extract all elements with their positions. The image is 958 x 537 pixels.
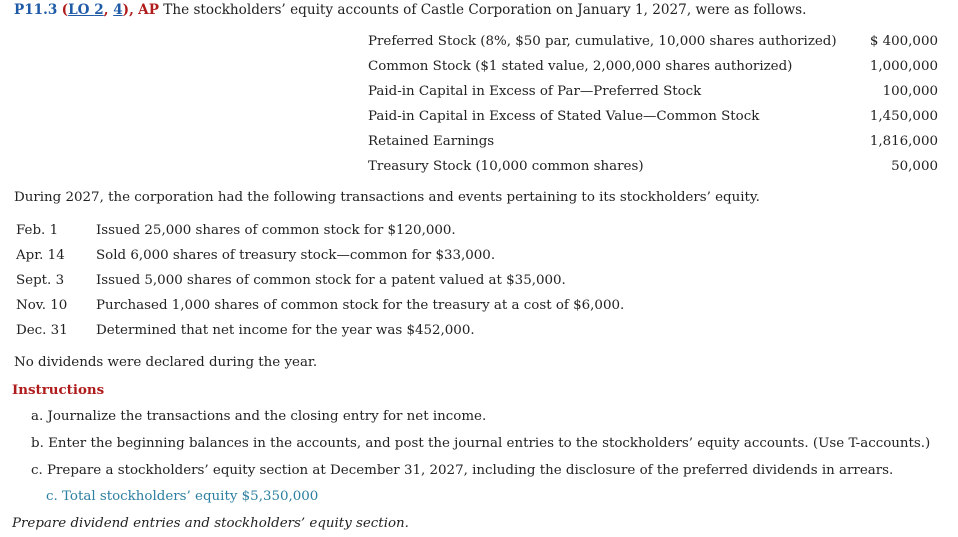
- footer-note: Prepare dividend entries and stockholders’ equity section.: [12, 516, 409, 531]
- equity-account-amount: 1,000,000: [869, 59, 938, 74]
- transaction-description: Sold 6,000 shares of treasury stock—common for $33,000.: [96, 248, 496, 263]
- equity-account-amount: 50,000: [891, 159, 938, 174]
- equity-account-amount: 100,000: [882, 84, 938, 99]
- transaction-date: Dec. 31: [16, 323, 68, 338]
- problem-header: [14, 2, 806, 18]
- equity-row: [368, 133, 938, 158]
- no-dividends-note: No dividends were declared during the year.: [14, 355, 318, 370]
- equity-row: [368, 158, 938, 183]
- lo-separator: ,: [103, 2, 114, 18]
- transaction-row: [16, 322, 716, 347]
- equity-account-label: Paid-in Capital in Excess of Par—Preferred Stock: [368, 84, 702, 99]
- transaction-date: Apr. 14: [16, 248, 65, 263]
- lo-link-4[interactable]: 4: [113, 2, 123, 18]
- transaction-row: [16, 222, 716, 247]
- equity-accounts-table: [368, 33, 938, 183]
- equity-row: [368, 108, 938, 133]
- equity-account-label: Paid-in Capital in Excess of Stated Value—Common Stock: [368, 109, 760, 124]
- problem-number: P11.3: [14, 2, 58, 18]
- equity-account-amount: $ 400,000: [869, 34, 938, 49]
- transaction-description: Issued 25,000 shares of common stock for $120,000.: [96, 223, 456, 238]
- lo-label: LO: [68, 2, 90, 18]
- lo-open-paren: (: [61, 2, 69, 18]
- transaction-date: Feb. 1: [16, 223, 59, 238]
- equity-account-amount: 1,450,000: [869, 109, 938, 124]
- instruction-item: c. Prepare a stockholders’ equity section at December 31, 2027, including the disclosure of the preferred dividends in arrears.: [31, 463, 894, 478]
- learning-objectives: [62, 2, 134, 18]
- transaction-description: Determined that net income for the year was $452,000.: [96, 323, 475, 338]
- equity-row: [368, 58, 938, 83]
- equity-account-label: Retained Earnings: [368, 134, 495, 149]
- instruction-item: a. Journalize the transactions and the closing entry for net income.: [31, 409, 487, 424]
- transaction-row: [16, 272, 716, 297]
- instruction-item: b. Enter the beginning balances in the accounts, and post the journal entries to the stockholders’ equity accounts. (Use T-accounts.): [31, 436, 931, 451]
- equity-account-label: Preferred Stock (8%, $50 par, cumulative, 10,000 shares authorized): [368, 34, 837, 49]
- transactions-list: [16, 222, 716, 347]
- lo-number-2: 2: [94, 2, 104, 18]
- equity-account-label: Treasury Stock (10,000 common shares): [368, 159, 644, 174]
- transaction-row: [16, 297, 716, 322]
- lo-link[interactable]: [68, 2, 104, 18]
- equity-row: [368, 33, 938, 58]
- lo-close-paren: ),: [122, 2, 134, 18]
- equity-account-label: Common Stock ($1 stated value, 2,000,000 shares authorized): [368, 59, 793, 74]
- transaction-row: [16, 247, 716, 272]
- equity-account-amount: 1,816,000: [869, 134, 938, 149]
- transactions-intro: During 2027, the corporation had the following transactions and events pertaining to its stockholders’ equity.: [14, 190, 760, 205]
- instructions-list: [31, 408, 951, 489]
- equity-row: [368, 83, 938, 108]
- transaction-description: Purchased 1,000 shares of common stock for the treasury at a cost of $6,000.: [96, 298, 625, 313]
- instructions-heading: Instructions: [12, 382, 105, 398]
- transaction-description: Issued 5,000 shares of common stock for a patent valued at $35,000.: [96, 273, 566, 288]
- instruction-answer: c. Total stockholders’ equity $5,350,000: [46, 489, 319, 504]
- transaction-date: Nov. 10: [16, 298, 68, 313]
- problem-intro: The stockholders’ equity accounts of Castle Corporation on January 1, 2027, were as follows.: [163, 2, 807, 18]
- transaction-date: Sept. 3: [16, 273, 65, 288]
- ap-badge: AP: [138, 2, 159, 18]
